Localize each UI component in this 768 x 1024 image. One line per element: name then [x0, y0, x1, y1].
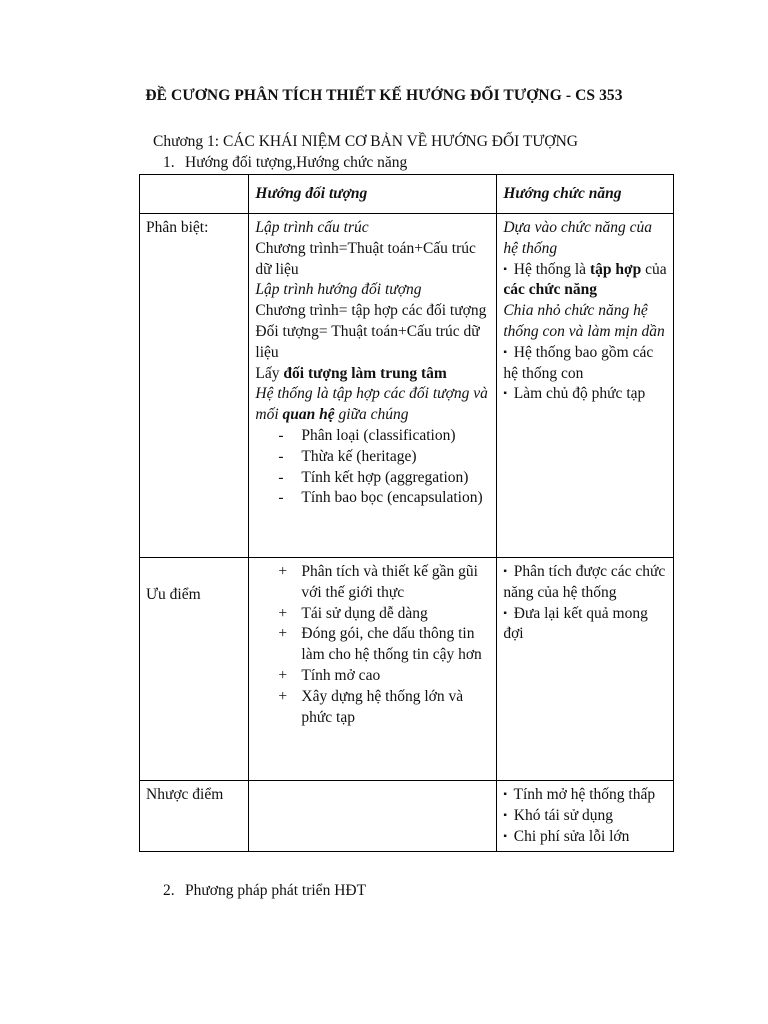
uu-diem-oo-cell — [249, 558, 497, 781]
list-item — [255, 468, 490, 489]
fn-line-2: Chia nhỏ chức năng hệ thống con và làm mịn dần — [503, 302, 665, 340]
header-cell-empty — [140, 175, 249, 214]
square-bullet-icon: ▪ — [503, 263, 507, 275]
fn-b1-bold-2: các chức năng — [503, 281, 598, 299]
fn-b1-mid: của — [641, 260, 667, 278]
list-item-text: Tái sử dụng dễ dàng — [301, 604, 428, 622]
header-cell-fn: Hướng chức năng — [497, 175, 674, 214]
section-1-text: Hướng đối tượng,Hướng chức năng — [185, 154, 408, 171]
list-item-text: Phân tích và thiết kế gần gũi với thế giới thực — [301, 563, 478, 601]
list-item — [503, 806, 667, 827]
plus-marker: + — [278, 563, 288, 580]
uu-diem-fn-cell — [497, 558, 674, 781]
list-item-text: Đưa lại kết quả mong đợi — [503, 604, 648, 643]
row-label-uu-diem: Ưu điểm — [140, 558, 249, 781]
square-bullet-icon: ▪ — [503, 388, 507, 400]
list-item-text: Đóng gói, che dấu thông tin làm cho hệ thống tin cậy hơn — [301, 625, 482, 664]
phan-biet-fn-cell — [497, 214, 674, 558]
square-bullet-icon: ▪ — [503, 789, 507, 800]
section-2-heading — [163, 882, 366, 900]
table-row-phan-biet — [140, 214, 674, 558]
list-item-text: Xây dựng hệ thống lớn và phức tạp — [301, 687, 464, 726]
oo-line-7-pre: Hệ thống là tập hợp các đối tượng và mối — [255, 385, 488, 424]
section-1-number: 1. — [163, 154, 175, 171]
table-row-uu-diem — [140, 558, 674, 781]
header-cell-oo: Hướng đối tượng — [249, 175, 497, 214]
list-item — [503, 384, 667, 405]
square-bullet-icon: ▪ — [503, 607, 507, 619]
nhuoc-diem-oo-cell — [249, 781, 497, 852]
list-item — [255, 687, 490, 729]
document-title: ĐỀ CƯƠNG PHÂN TÍCH THIẾT KẾ HƯỚNG ĐỐI TƯỢNG - CS 353 — [145, 87, 623, 104]
plus-marker: + — [278, 687, 288, 705]
dash-marker: - — [278, 468, 284, 486]
list-item-text: Thừa kế (heritage) — [301, 447, 417, 465]
oo-line-7-post: giữa chúng — [334, 406, 409, 424]
list-item — [503, 343, 667, 385]
oo-line-7 — [255, 384, 490, 426]
square-bullet-icon: ▪ — [503, 566, 507, 577]
list-item-text: Phân loại (classification) — [301, 426, 456, 444]
dash-marker: - — [278, 447, 284, 465]
fn-b1-bold-1: tập hợp — [589, 260, 642, 278]
section-2-text: Phương pháp phát triển HĐT — [185, 882, 367, 899]
phan-biet-oo-cell — [249, 214, 497, 558]
list-item-text: Chi phí sửa lỗi lớn — [509, 827, 630, 845]
list-item — [255, 604, 490, 625]
row-label-phan-biet: Phân biệt: — [140, 214, 249, 558]
list-item — [503, 785, 667, 806]
oo-line-7-bold: quan hệ — [282, 406, 335, 424]
list-item-text: Hệ thống bao gồm các hệ thống con — [503, 343, 654, 382]
table-header-row — [140, 175, 674, 214]
oo-line-6 — [255, 364, 490, 385]
list-item — [255, 624, 490, 666]
list-item-text: Tính mở hệ thống thấp — [509, 786, 656, 803]
oo-line-6-bold: đối tượng làm trung tâm — [283, 364, 447, 382]
oo-line-5: Đối tượng= Thuật toán+Cấu trúc dữ liệu — [255, 322, 480, 361]
list-item-text: Tính kết hợp (aggregation) — [301, 468, 469, 486]
plus-marker: + — [278, 604, 288, 622]
dash-marker: - — [278, 489, 284, 507]
plus-marker: + — [278, 666, 288, 684]
square-bullet-icon: ▪ — [503, 346, 507, 358]
list-item-text: Tính mở cao — [301, 666, 381, 684]
list-item-text: Tính bao bọc (encapsulation) — [301, 489, 483, 507]
list-item — [255, 447, 490, 468]
comparison-table — [139, 174, 674, 852]
list-item — [503, 260, 667, 302]
oo-line-2: Chương trình=Thuật toán+Cấu trúc dữ liệu — [255, 239, 476, 278]
dash-marker: - — [278, 426, 284, 444]
list-item — [255, 562, 490, 604]
plus-marker: + — [278, 625, 288, 643]
chapter-heading: Chương 1: CÁC KHÁI NIỆM CƠ BẢN VỀ HƯỚNG ĐỐI TƯỢNG — [153, 133, 578, 150]
oo-line-4: Chương trình= tập hợp các đối tượng — [255, 302, 487, 320]
list-item — [503, 604, 667, 646]
list-item-text: Phân tích được các chức năng của hệ thống — [503, 563, 666, 601]
row-label-nhuoc-diem: Nhược điểm — [140, 781, 249, 852]
list-item-text: Khó tái sử dụng — [509, 806, 613, 824]
list-item — [255, 426, 490, 447]
list-item — [255, 666, 490, 687]
fn-line-1: Dựa vào chức năng của hệ thống — [503, 219, 652, 257]
square-bullet-icon: ▪ — [503, 809, 507, 821]
list-item — [255, 488, 490, 509]
list-item — [503, 827, 667, 848]
list-item-text: Làm chủ độ phức tạp — [509, 385, 646, 403]
oo-line-1: Lập trình cấu trúc — [255, 219, 369, 236]
list-item — [503, 562, 667, 604]
square-bullet-icon: ▪ — [503, 830, 507, 842]
section-1-heading — [163, 154, 407, 172]
oo-line-3: Lập trình hướng đối tượng — [255, 281, 422, 299]
nhuoc-diem-fn-cell — [497, 781, 674, 852]
section-2-number: 2. — [163, 882, 175, 899]
oo-line-6-pre: Lấy — [255, 364, 284, 382]
fn-b1-pre: Hệ thống là — [509, 260, 590, 278]
table-row-nhuoc-diem — [140, 781, 674, 852]
